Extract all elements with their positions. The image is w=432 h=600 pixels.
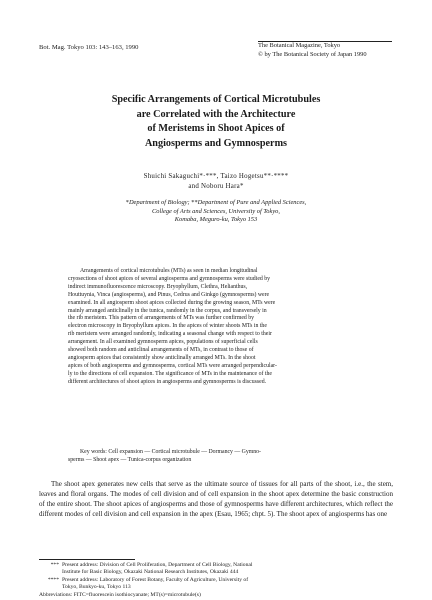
affiliation-text: Department of Pure and Applied Sciences, <box>197 199 307 206</box>
abstract-line: rib meristem were arranged randomly, indicating a seasonal change with respect to their <box>68 331 272 338</box>
body-paragraph: The shoot apex generates new cells that serve as the ultimate source of tissues for all parts of the shoot, i.e., the stem, leaves and floral organs. The modes of cell division and of cell expansion in the shoot apex determine the basic construction of the entire shoot. The shoot apices of angiosperms and those of gymnosperms have different architectures, which reflect the different modes of cell division and cell expansion in the apex (Esau, 1965; chpt. 5). The shoot apex of angiosperms has one <box>39 480 393 518</box>
keywords <box>68 448 366 464</box>
footnote-text: Present address: Division of Cell Proliferation, Department of Cell Biology, National <box>62 562 253 568</box>
affiliation-line: College of Arts and Sciences, University of Tokyo, <box>152 207 280 215</box>
author-line: and Noboru Hara* <box>188 183 244 190</box>
abstract-line: electron microscopy in Bryophyllum apices. In the apices of winter shoots MTs in the <box>68 323 267 330</box>
footnote-mark: *** <box>50 562 59 568</box>
abstract-line: angiosperm apices that consistently show anticlinally arranged MTs. In the shoot <box>68 354 256 361</box>
footnote-text: Tokyo, Bunkyo-ku, Tokyo 113 <box>62 584 131 591</box>
abstract-line: apices of both angiosperms and gymnosperms, cortical MTs were arranged perpendicular- <box>68 362 277 369</box>
paper-title <box>40 93 392 151</box>
affiliation-line <box>40 199 392 208</box>
abstract-line: ly to the directions of cell expansion. The significance of MTs in the maintenance of the <box>68 370 272 377</box>
title-line: of Meristems in Shoot Apices of <box>147 123 285 135</box>
abstract-line: different architectures of shoot apices in angiosperms and gymnosperms is discussed. <box>68 378 267 385</box>
affiliations <box>40 199 392 225</box>
keywords-line: sperms — Shoot apex — Tunica-corpus organization <box>68 457 192 463</box>
affiliation-line: Komaba, Meguro-ku, Tokyo 153 <box>174 216 258 224</box>
affiliation-mark: * <box>125 199 129 206</box>
abstract-line: the rib meristem. This pattern of arrangements of MTs was further confirmed by <box>68 315 255 322</box>
citation-header: Bot. Mag. Tokyo 103: 143–163, 1990 <box>39 44 139 51</box>
abbreviations-note: Abbreviations: FITC=fluorescein isothiocyanate; MT(s)=microtubule(s) <box>39 592 201 598</box>
footnote <box>39 562 393 576</box>
abstract-line: cryosections of shoot apices of several angiosperms and gymnosperms were studied by <box>68 275 271 282</box>
title-line: Specific Arrangements of Cortical Microtubules <box>111 94 321 105</box>
abstract-line: arrangement. In all examined gymnosperm apices, populations of superficial cells <box>68 339 258 346</box>
abstract-line: Houttuynia, Vinca (angiosperms), and Pinus, Cedrus and Ginkgo (gymnosperms) were <box>68 291 270 298</box>
abstract-line: Arrangements of cortical microtubules (MTs) as seen in median longitudinal <box>80 268 258 274</box>
footnote-rule <box>39 559 135 560</box>
footnote-text: Present address: Laboratory of Forest Botany, Faculty of Agriculture, University of <box>62 577 249 583</box>
footnote <box>39 577 393 591</box>
footnote-mark: **** <box>47 577 59 583</box>
abstract-line: showed both random and anticlinal arrangements of MTs, in contrast to those of <box>68 347 254 354</box>
abstract-line: indirect immunofluorescence microscopy. Bryophyllum, Clethra, Helianthus, <box>68 283 248 290</box>
affiliation-text: Department of Biology; <box>128 199 190 206</box>
abstract <box>68 268 366 387</box>
title-line: Angiosperms and Gymnosperms <box>144 137 288 149</box>
title-line: are Correlated with the Architecture <box>136 108 296 120</box>
abstract-line: mainly arranged anticlinally in the tunica, randomly in the corpus, and transversely in <box>68 307 267 314</box>
copyright-line: © by The Botanical Society of Japan 1990 <box>258 50 367 58</box>
abstract-line: examined. In all angiosperm shoot apices collected during the growing season, MTs were <box>68 299 276 306</box>
affiliation-mark: ** <box>191 199 198 206</box>
journal-header <box>258 42 390 59</box>
footnote-text: Institute for Basic Biology, Okazaki National Research Institutes, Okazaki 444 <box>62 569 239 576</box>
keywords-line: Key words: Cell expansion — Cortical microtubule — Dormancy — Gymno- <box>80 449 261 455</box>
author-list <box>40 172 392 192</box>
author-line: Shuichi Sakaguchi*·***, Taizo Hogetsu**·**** <box>143 173 289 180</box>
journal-name: The Botanical Magazine, Tokyo <box>258 42 341 49</box>
